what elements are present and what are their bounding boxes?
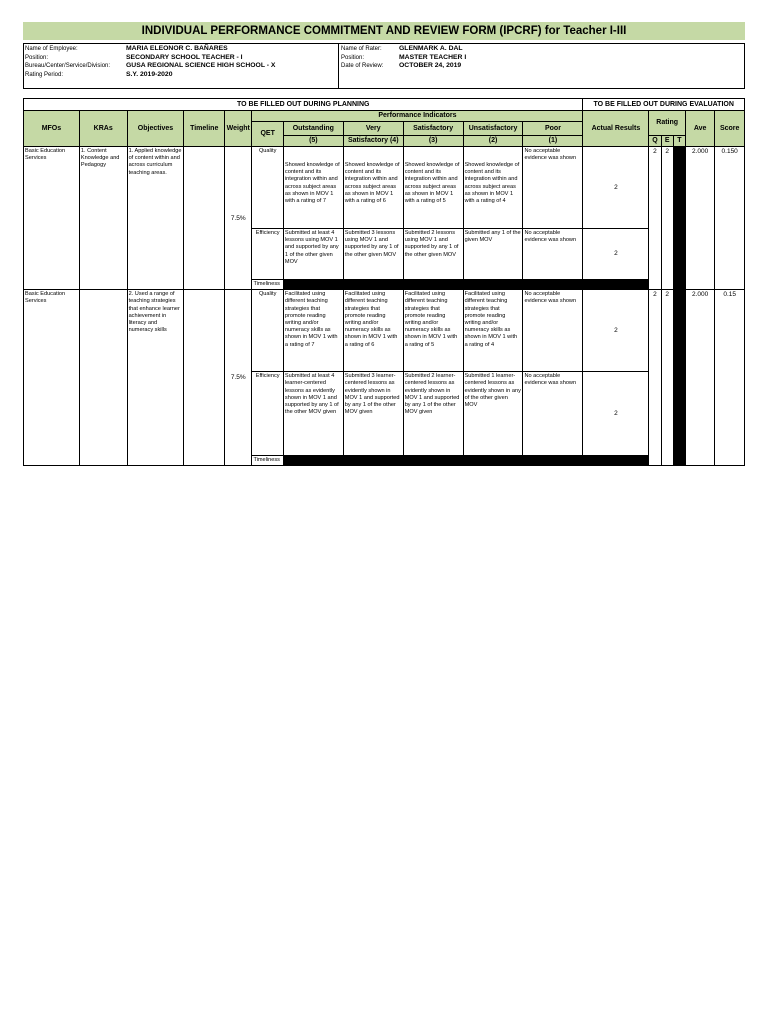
col-poor-num: (1)	[523, 136, 583, 147]
indicator-satisfactory: Submitted 2 learner-centered lessons as evidently shown in MOV 1 and supported by any 1 of the other MOV given	[403, 372, 463, 456]
mfo-cell: Basic Education Services	[24, 147, 80, 290]
rating-t	[673, 290, 685, 466]
label-position: Position:	[25, 54, 49, 61]
right-values	[399, 45, 466, 71]
mfo-cell: Basic Education Services	[24, 290, 80, 466]
col-unsatisfactory-num: (2)	[463, 136, 523, 147]
rater-name: GLENMARK A. DAL	[399, 45, 463, 52]
col-rating: Rating	[649, 111, 686, 136]
indicator-poor: No acceptable evidence was shown	[523, 147, 583, 229]
indicator-very-satisfactory: Submitted 3 learner-centered lessons as evidently shown in MOV 1 and supported by any 1 of the other MOV given	[343, 372, 403, 456]
col-outstanding-num: (5)	[283, 136, 343, 147]
indicator-poor: No acceptable evidence was shown	[523, 372, 583, 456]
employee-position: SECONDARY SCHOOL TEACHER - I	[126, 53, 243, 61]
review-date: OCTOBER 24, 2019	[399, 62, 462, 70]
weight-cell: 7.5%	[225, 290, 252, 466]
col-objectives: Objectives	[127, 111, 184, 147]
indicator-unsatisfactory: Submitted any 1 of the given MOV	[463, 229, 523, 280]
qet-efficiency: Efficiency	[252, 372, 283, 456]
timeline-cell	[184, 290, 225, 466]
indicator-satisfactory: Showed knowledge of content and its integration within and across subject areas as shown in MOV 1 with a rating of 5	[403, 147, 463, 229]
planning-header: TO BE FILLED OUT DURING PLANNING	[24, 99, 583, 111]
qet-quality: Quality	[252, 290, 283, 372]
col-rating-t: T	[673, 136, 685, 147]
label-rater-position: Position:	[341, 54, 365, 61]
qet-quality: Quality	[252, 147, 283, 229]
rating-e: 2	[661, 147, 673, 290]
indicator-satisfactory: Facilitated using different teaching strategies that promote reading writing and/or numeracy skills as shown in MOV 1 with a rating of 5	[403, 290, 463, 372]
actual-result: 2	[583, 147, 649, 229]
rating-q: 2	[649, 147, 661, 290]
qet-efficiency: Efficiency	[252, 229, 283, 280]
rater-position: MASTER TEACHER I	[399, 53, 467, 61]
ipcrf-table	[23, 98, 745, 466]
col-unsatisfactory: Unsatisfactory	[463, 122, 523, 136]
ave-cell: 2.000	[685, 147, 714, 290]
col-mfos: MFOs	[24, 111, 80, 147]
actual-result: 2	[583, 372, 649, 456]
kra-cell	[79, 290, 127, 466]
table-row	[24, 290, 745, 372]
col-satisfactory-num: (3)	[403, 136, 463, 147]
qet-timeliness: Timeliness	[252, 280, 283, 290]
form-title: INDIVIDUAL PERFORMANCE COMMITMENT AND REVIEW FORM (IPCRF) for Teacher I-III	[23, 22, 745, 40]
col-rating-q: Q	[649, 136, 661, 147]
evaluation-header: TO BE FILLED OUT DURING EVALUATION	[583, 99, 745, 111]
indicator-unsatisfactory: Showed knowledge of content and its integration within and across subject areas as shown in MOV 1 with a rating of 4	[463, 147, 523, 229]
actual-result: 2	[583, 229, 649, 280]
col-satisfactory: Satisfactory	[403, 122, 463, 136]
employee-info-box	[23, 43, 745, 89]
weight-cell: 7.5%	[225, 147, 252, 290]
indicator-outstanding: Showed knowledge of content and its integration within and across subject areas as shown in MOV 1 with a rating of 7	[283, 147, 343, 229]
score-cell: 0.15	[715, 290, 745, 466]
rating-e: 2	[661, 290, 673, 466]
col-timeline: Timeline	[184, 111, 225, 147]
right-labels	[341, 45, 383, 71]
timeliness-blackout	[283, 456, 649, 466]
objective-cell: 1. Applied knowledge of content within and across curriculum teaching areas.	[127, 147, 184, 290]
timeliness-blackout	[283, 280, 649, 290]
performance-indicators-header: Performance Indicators	[252, 111, 583, 122]
employee-name: MARIA ELEONOR C. BAÑARES	[126, 45, 228, 52]
rating-t	[673, 147, 685, 290]
indicator-unsatisfactory: Submitted 1 learner-centered lessons as evidently shown in any of the other given MOV	[463, 372, 523, 456]
left-labels	[25, 45, 110, 79]
indicator-outstanding: Facilitated using different teaching strategies that promote reading writing and/or numeracy skills as shown in MOV 1 with a rating of 7	[283, 290, 343, 372]
label-bureau: Bureau/Center/Service/Division:	[25, 63, 111, 70]
col-ave: Ave	[685, 111, 714, 147]
col-kras: KRAs	[79, 111, 127, 147]
indicator-satisfactory: Submitted 2 lessons using MOV 1 and supported by any 1 of the other given MOV	[403, 229, 463, 280]
ave-cell: 2.000	[685, 290, 714, 466]
col-qet: QET	[252, 122, 283, 147]
label-rating-period: Rating Period:	[25, 71, 64, 78]
col-rating-e: E	[661, 136, 673, 147]
qet-timeliness: Timeliness	[252, 456, 283, 466]
info-divider	[338, 44, 339, 88]
col-poor: Poor	[523, 122, 583, 136]
indicator-very-satisfactory: Submitted 3 lessons using MOV 1 and supported by any 1 of the other given MOV	[343, 229, 403, 280]
table-row	[24, 147, 745, 229]
indicator-outstanding: Submitted at least 4 lessons using MOV 1 and supported by any 1 of the other given MOV	[283, 229, 343, 280]
indicator-unsatisfactory: Facilitated using different teaching strategies that promote reading writing and/or numeracy skills as shown in MOV 1 with a rating of 4	[463, 290, 523, 372]
left-values	[126, 45, 275, 79]
indicator-very-satisfactory: Showed knowledge of content and its integration within and across subject areas as shown in MOV 1 with a rating of 6	[343, 147, 403, 229]
col-score: Score	[715, 111, 745, 147]
indicator-poor: No acceptable evidence was shown	[523, 290, 583, 372]
col-very-satisfactory: Satisfactory (4)	[343, 136, 403, 147]
col-actual-results: Actual Results	[583, 111, 649, 147]
kra-cell: 1. Content Knowledge and Pedagogy	[79, 147, 127, 290]
indicator-very-satisfactory: Facilitated using different teaching strategies that promote reading writing and/or numeracy skills as shown in MOV 1 with a rating of 6	[343, 290, 403, 372]
label-employee-name: Name of Employee:	[25, 46, 78, 52]
col-very: Very	[343, 122, 403, 136]
objective-cell: 2. Used a range of teaching strategies that enhance learner achievement in literacy and numeracy skills	[127, 290, 184, 466]
label-rater-name: Name of Rater:	[341, 46, 382, 52]
label-review-date: Date of Review:	[341, 63, 384, 70]
rating-period: S.Y. 2019-2020	[126, 70, 173, 78]
indicator-outstanding: Submitted at least 4 learner-centered lessons as evidently shown in MOV 1 and supported by any 1 of the other MOV given	[283, 372, 343, 456]
timeline-cell	[184, 147, 225, 290]
actual-result: 2	[583, 290, 649, 372]
rating-q: 2	[649, 290, 661, 466]
col-outstanding: Outstanding	[283, 122, 343, 136]
indicator-poor: No acceptable evidence was shown	[523, 229, 583, 280]
col-weight: Weight	[225, 111, 252, 147]
score-cell: 0.150	[715, 147, 745, 290]
employee-school: GUSA REGIONAL SCIENCE HIGH SCHOOL - X	[126, 62, 276, 70]
